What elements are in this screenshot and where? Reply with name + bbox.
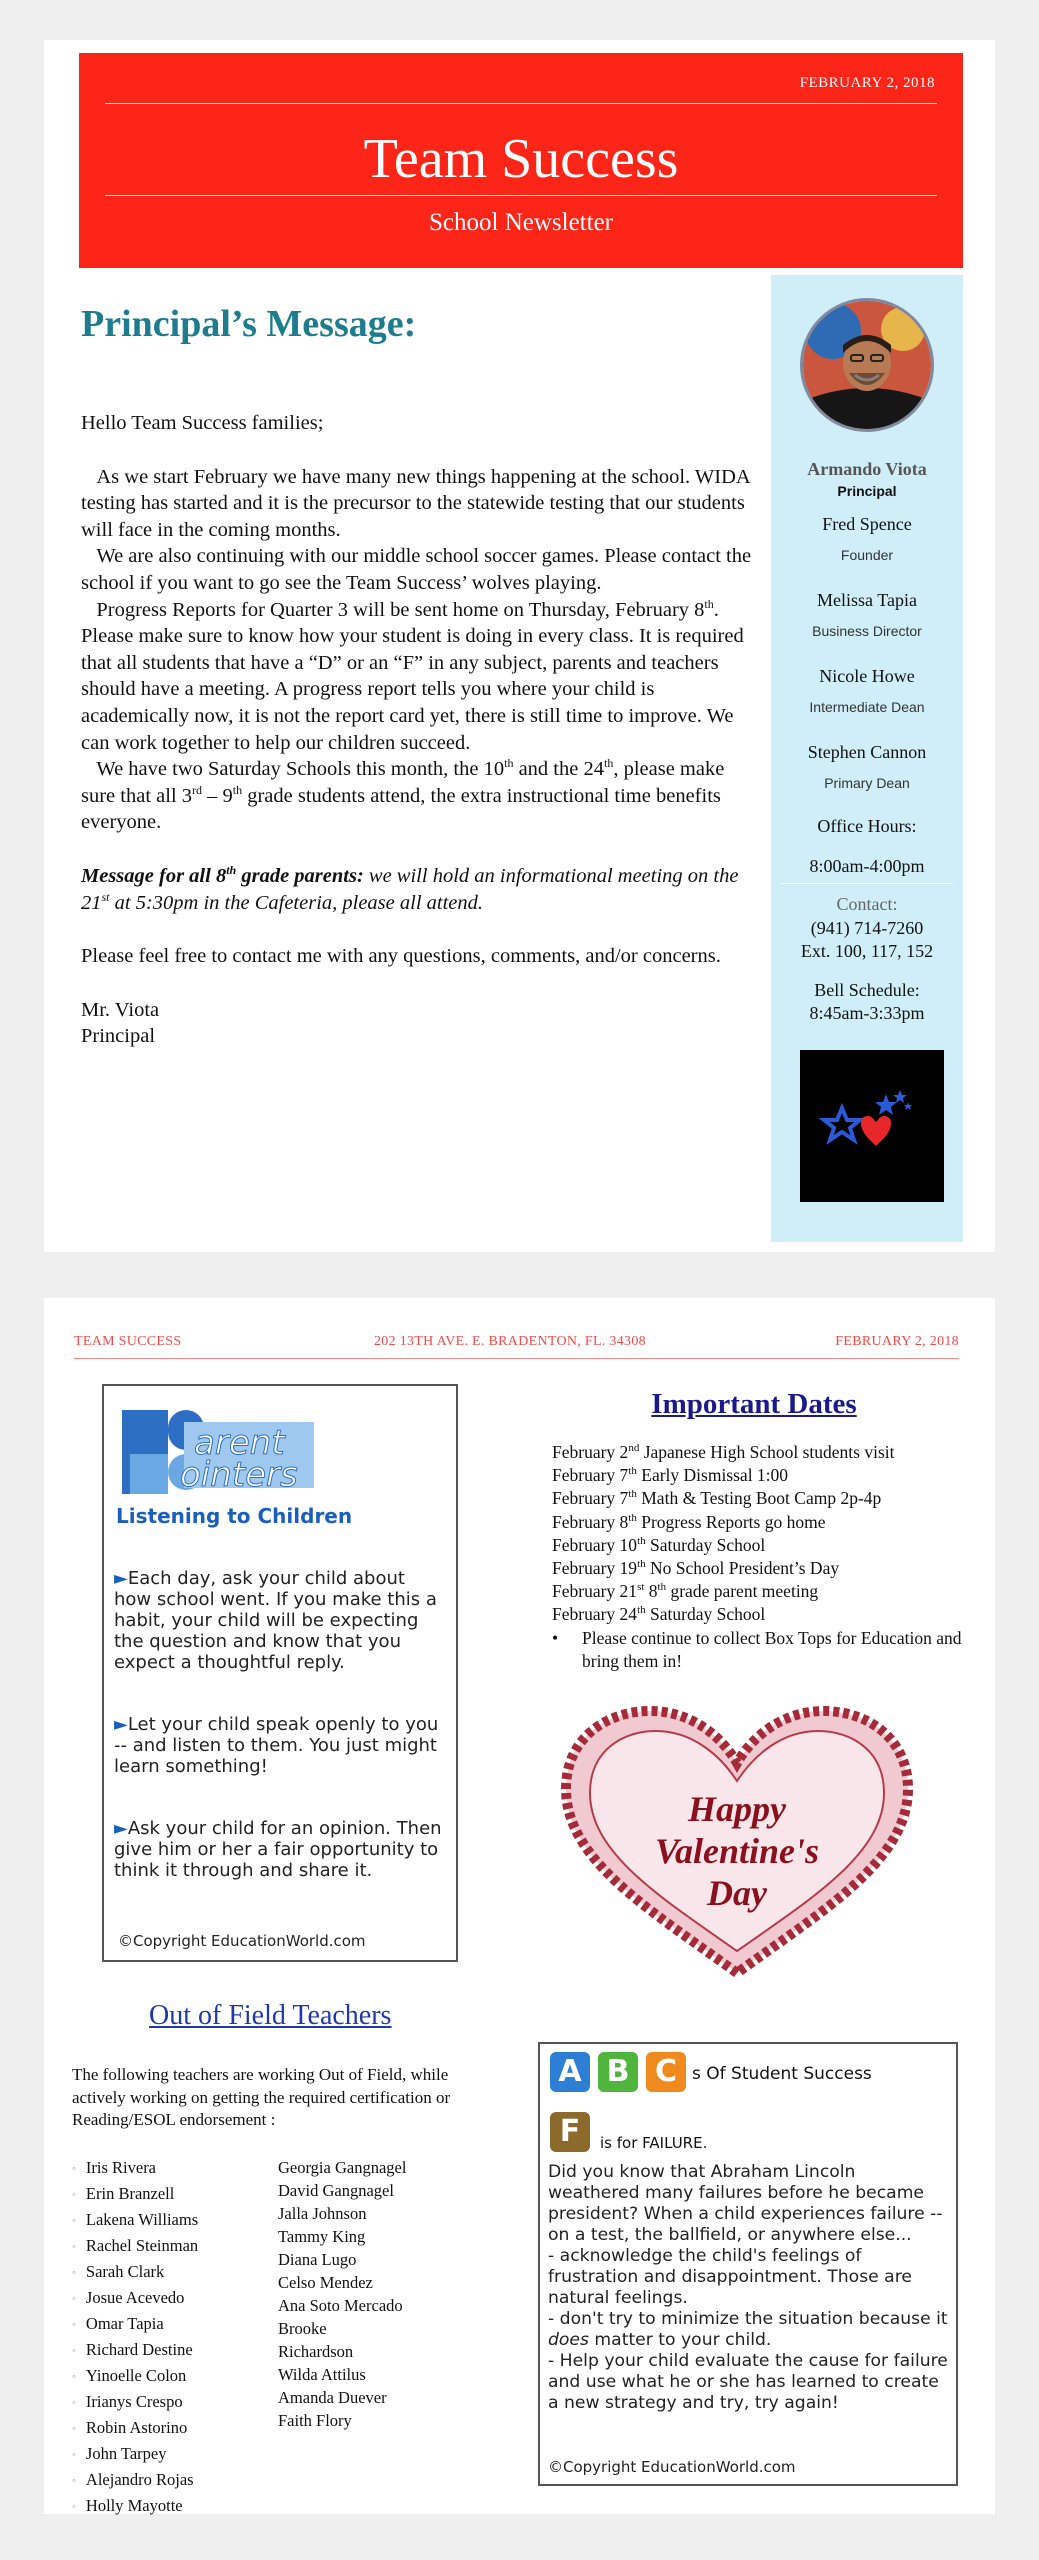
banner-date: FEBRUARY 2, 2018 [799,75,935,91]
parent-tip: ►Let your child speak openly to you -- and listen to them. You just might learn something! [114,1714,439,1777]
date-item: February 19th No School President’s Day [552,1558,840,1579]
letter-a-block: A [550,2052,590,2092]
stars-heart-logo [800,1050,944,1202]
staff-role: Intermediate Dean [809,699,925,715]
teacher-list-right [278,2156,406,2432]
header-address: 202 13TH AVE. E. BRADENTON, FL. 34308 [374,1334,646,1349]
date-item: February 7th Early Dismissal 1:00 [552,1465,789,1486]
parent-pointers-logo [114,1394,324,1504]
arrow-icon: ► [114,1714,128,1735]
teacher-name: Diana Lugo [278,2250,357,2269]
letter-paragraph: As we start February we have many new things happening at the school. WIDA testing has started and it is the precursor to the statewide testing that our students will face in the coming months. [81,465,750,541]
letter-c-block: C [646,2052,686,2092]
date-item: February 8th Progress Reports go home [552,1511,826,1532]
teacher-name: ◦ Yinoelle Colon [72,2364,247,2390]
letter-closing: Please feel free to contact me with any questions, comments, and/or concerns. [81,945,721,968]
principal-message-heading: Principal’s Message: [81,303,417,345]
principal-avatar [800,298,934,432]
teacher-name: Georgia Gangnagel [278,2158,407,2177]
staff-name: Nicole Howe [819,666,915,686]
teacher-name: Faith Flory [278,2411,352,2430]
newsletter-page-2 [44,1298,995,2514]
abcs-body-text: Did you know that Abraham Lincoln weathered many failures before he became president? When a child experiences failure -- on a test, the ballfield, or anywhere else... - acknowledge the child's feelings of frustration and disappointment. Those are natural feelings. - don't try to minimize the situation because it does matter to your child. - Help your child evaluate the cause for failure and use what he or she has learned to create a new strategy and try, try again! [548,2162,948,2413]
banner-divider [105,195,937,196]
staff-name: Fred Spence [822,514,912,534]
copyright: ©Copyright EducationWorld.com [548,2458,796,2476]
svg-text:Happy: Happy [688,1789,786,1829]
banner-divider [105,103,937,104]
date-item: February 7th Math & Testing Boot Camp 2p-4p [552,1488,882,1509]
arrow-icon: ► [114,1818,128,1839]
bell-schedule-label: Bell Schedule: [814,980,920,1000]
staff-name: Stephen Cannon [807,742,927,762]
svg-text:arent: arent [194,1423,285,1463]
date-item: February 21st 8th grade parent meeting [552,1581,819,1602]
date-item: February 2nd Japanese High School students visit [552,1442,895,1462]
date-item: February 10th Saturday School [552,1534,766,1555]
date-item: February 24th Saturday School [552,1604,766,1625]
teacher-name: ◦ Iris Rivera [72,2156,247,2182]
letter-paragraph: We are also continuing with our middle school soccer games. Please contact the school if you want to go see the Team Success’ wolves playing. [81,545,752,594]
header-divider [74,1358,959,1359]
teacher-name: Celso Mendez [278,2273,373,2292]
letter-paragraph: Progress Reports for Quarter 3 will be sent home on Thursday, February 8th. Please make sure to know how your student is doing in every class. It is required that all students that have a “D” or an “F” in any subject, parents and teachers should have a meeting. A progress report tells you where your child is academically now, it is not the report card yet, there is still time to improve. We can work together to help our children succeed. [81,596,744,754]
newsletter-subtitle: School Newsletter [429,209,613,236]
parent-pointers-subtitle: Listening to Children [116,1504,353,1528]
box-tops-reminder: • Please continue to collect Box Tops for Education and bring them in! [552,1627,962,1671]
teacher-name: Ana Soto Mercado [278,2296,403,2315]
teacher-name: Richardson [278,2342,354,2361]
newsletter-banner [79,53,963,268]
newsletter-title: Team Success [363,128,679,190]
office-hours: 8:00am-4:00pm [809,856,925,876]
out-of-field-title: Out of Field Teachers [149,2000,392,2031]
teacher-name: Wilda Attilus [278,2365,366,2384]
teacher-name: ◦ Alejandro Rojas [72,2468,247,2494]
teacher-name: ◦ Josue Acevedo [72,2286,247,2312]
teacher-name: ◦ John Tarpey [72,2442,247,2468]
teacher-name: ◦ Omar Tapia [72,2312,247,2338]
teacher-name: Jalla Johnson [278,2204,367,2223]
teacher-name: ◦ Erin Branzell [72,2182,247,2208]
parent-tip: ►Ask your child for an opinion. Then give him or her a fair opportunity to think it through and share it. [114,1818,442,1881]
principal-letter [81,410,761,1050]
abcs-heading: s Of Student Success [692,2064,872,2084]
principal-role: Principal [837,483,897,499]
teacher-name: Tammy King [278,2227,366,2246]
letter-greeting: Hello Team Success families; [81,412,324,434]
teacher-name: ◦ Holly Mayotte [72,2494,247,2520]
header-date: FEBRUARY 2, 2018 [835,1334,959,1349]
contact-label: Contact: [836,894,898,914]
signature-name: Mr. Viota [81,998,160,1021]
abcs-student-success-box [538,2042,958,2486]
principal-name: Armando Viota [807,459,927,479]
bullet-icon: • [552,1627,559,1648]
important-dates-title: Important Dates [651,1388,857,1420]
teacher-name: ◦ Robin Astorino [72,2416,247,2442]
teacher-name: ◦ Richard Destine [72,2338,247,2364]
letter-paragraph: We have two Saturday Schools this month, the 10th and the 24th, please make sure that all 3rd – 9th grade students attend, the extra instructional time benefits everyone. [81,756,725,834]
letter-f-block: F [550,2112,590,2152]
contact-phone: (941) 714-7260 [810,918,924,938]
important-dates-list [552,1441,972,1673]
teacher-name: ◦ Lakena Williams [72,2208,247,2234]
sidebar-divider [781,883,953,884]
teacher-name: Brooke [278,2319,327,2338]
svg-text:ointers: ointers [180,1455,298,1495]
staff-role: Business Director [812,623,922,639]
svg-text:Valentine's: Valentine's [654,1831,820,1871]
header-school: TEAM SUCCESS [74,1334,182,1349]
teacher-name: ◦ Sarah Clark [72,2260,247,2286]
teacher-name: David Gangnagel [278,2181,394,2200]
newsletter-page-1 [44,40,995,1252]
teacher-list-left [72,2156,247,2520]
staff-sidebar [771,275,963,1242]
contact-extensions: Ext. 100, 117, 152 [800,941,934,961]
valentine-heart-graphic [552,1701,922,1981]
bell-schedule: 8:45am-3:33pm [809,1003,925,1023]
out-of-field-intro: The following teachers are working Out of Field, while actively working on getting the required certification or Reading/ESOL endorsement : [72,2065,451,2129]
svg-text:Day: Day [707,1873,767,1913]
teacher-name: ◦ Irianys Crespo [72,2390,247,2416]
arrow-icon: ► [114,1568,128,1589]
f-is-for-failure: is for FAILURE. [600,2134,708,2152]
letter-b-block: B [598,2052,638,2092]
office-hours-label: Office Hours: [817,816,917,836]
staff-role: Founder [840,547,894,563]
staff-role: Primary Dean [824,775,910,791]
teacher-name: ◦ Rachel Steinman [72,2234,247,2260]
parent-pointers-box [102,1384,458,1962]
teacher-name: Amanda Duever [278,2388,387,2407]
copyright: ©Copyright EducationWorld.com [118,1932,366,1950]
staff-name: Melissa Tapia [817,590,917,610]
eighth-grade-message: Message for all 8th grade parents: we will hold an informational meeting on the 21st at 5:30pm in the Cafeteria, please all attend. [81,863,739,914]
parent-tip: ►Each day, ask your child about how school went. If you make this a habit, your child will be expecting the question and know that you expect a thoughtful reply. [114,1568,437,1673]
signature-title: Principal [81,1025,156,1048]
